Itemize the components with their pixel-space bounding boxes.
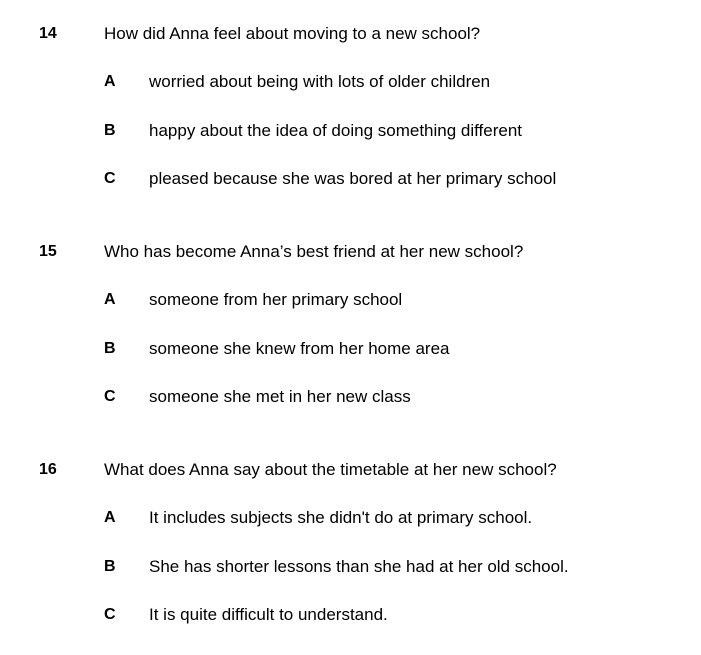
option-text: happy about the idea of doing something different (149, 121, 523, 140)
question-number: 15 (39, 243, 57, 260)
option-15-a[interactable] (0, 290, 701, 310)
option-letter: C (104, 388, 116, 405)
option-16-b[interactable] (0, 557, 701, 577)
option-text: someone she knew from her home area (149, 339, 450, 358)
option-text: someone she met in her new class (149, 387, 411, 406)
option-14-b[interactable] (0, 121, 701, 141)
question-number: 16 (39, 461, 57, 478)
option-letter: C (104, 170, 116, 187)
option-15-c[interactable] (0, 387, 701, 407)
option-text: someone from her primary school (149, 290, 403, 309)
option-text: She has shorter lessons than she had at her old school. (149, 557, 569, 576)
option-letter: B (104, 558, 116, 575)
question-number: 14 (39, 25, 57, 42)
option-text: It includes subjects she didn't do at primary school. (149, 508, 533, 527)
question-text: Who has become Anna’s best friend at her new school? (104, 242, 524, 261)
option-letter: A (104, 509, 116, 526)
option-16-c[interactable] (0, 605, 701, 625)
option-text: pleased because she was bored at her primary school (149, 169, 557, 188)
option-letter: C (104, 606, 116, 623)
option-15-b[interactable] (0, 339, 701, 359)
option-14-a[interactable] (0, 72, 701, 92)
option-text: worried about being with lots of older children (149, 72, 491, 91)
option-letter: A (104, 73, 116, 90)
option-letter: B (104, 340, 116, 357)
option-text: It is quite difficult to understand. (149, 605, 388, 624)
option-16-a[interactable] (0, 508, 701, 528)
option-letter: A (104, 291, 116, 308)
question-text: What does Anna say about the timetable at her new school? (104, 460, 557, 479)
option-14-c[interactable] (0, 169, 701, 189)
question-text: How did Anna feel about moving to a new school? (104, 24, 481, 43)
option-letter: B (104, 122, 116, 139)
